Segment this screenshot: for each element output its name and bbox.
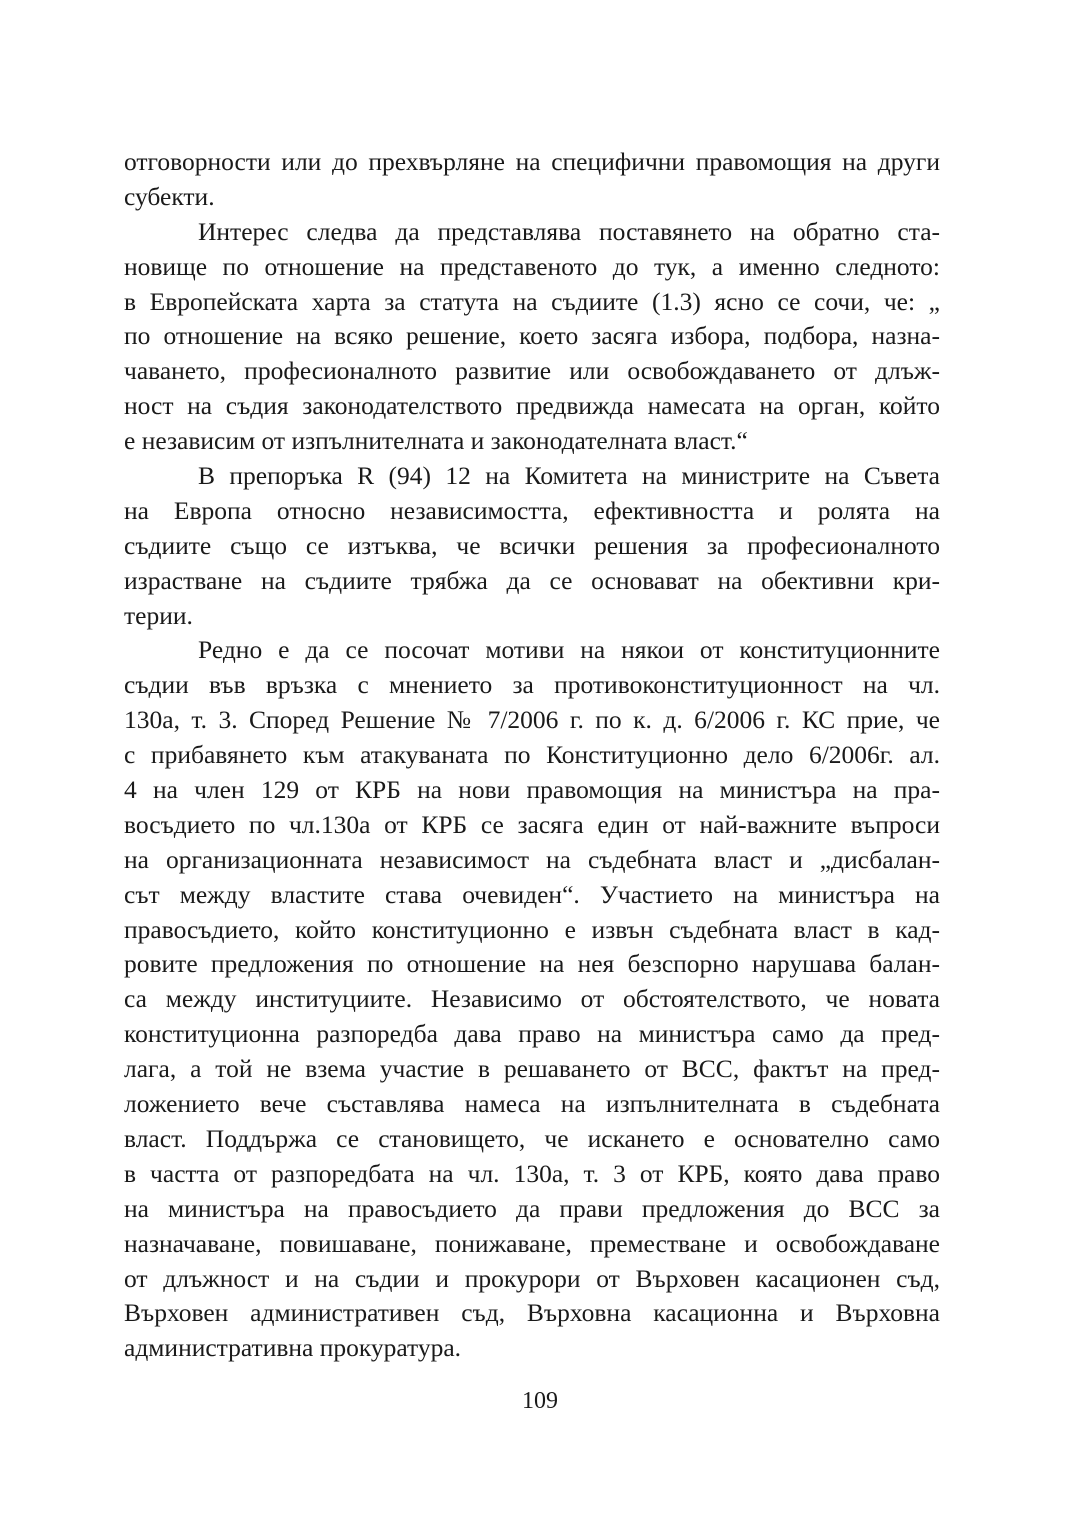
paragraph-3 bbox=[124, 459, 940, 633]
paragraph-2 bbox=[124, 215, 940, 459]
text-line: лага, а той не взема участие в решаването от ВСС, фактът на пред- bbox=[124, 1054, 940, 1084]
text-line: 4 на член 129 от КРБ на нови правомощия на министъра на пра- bbox=[124, 775, 940, 805]
text-line: на Европа относно независимостта, ефективността и ролята на bbox=[124, 495, 940, 525]
text-line: сът между властите става очевиден“. Участието на министъра на bbox=[124, 879, 940, 909]
text-line: на организационната независимост на съдебната власт и „дисбалан- bbox=[124, 844, 940, 874]
text-line: восъдието по чл.130а от КРБ се засяга един от най-важните въпроси bbox=[124, 809, 940, 839]
text-line: 130а, т. 3. Според Решение № 7/2006 г. по к. д. 6/2006 г. КС прие, че bbox=[124, 705, 940, 735]
text-line: терии. bbox=[124, 600, 193, 630]
text-line: в Европейската харта за статута на съдиите (1.3) ясно се сочи, че: „ bbox=[124, 286, 940, 316]
text-line: са между институциите. Независимо от обстоятелството, че новата bbox=[124, 984, 940, 1014]
text-line: Редно е да се посочат мотиви на някои от конституционните bbox=[198, 635, 940, 665]
text-line: е независим от изпълнителната и законодателната власт.“ bbox=[124, 426, 748, 456]
text-line: субекти. bbox=[124, 181, 215, 211]
text-line: новище по отношение на представеното до тук, а именно следното: bbox=[124, 251, 940, 281]
paragraph-1 bbox=[124, 145, 940, 215]
text-line: конституционна разпоредба дава право на министъра само да пред- bbox=[124, 1019, 940, 1049]
text-line: власт. Поддържа се становището, че искането е основателно само bbox=[124, 1123, 940, 1153]
text-line: по отношение на всяко решение, което засяга избора, подбора, назна- bbox=[124, 321, 940, 351]
text-line: ност на съдия законодателството предвижда намесата на орган, който bbox=[124, 391, 940, 421]
text-line: ложението вече съставлява намеса на изпълнителната в съдебната bbox=[124, 1089, 940, 1119]
text-line: с прибавянето към атакуваната по Конституционно дело 6/2006г. ал. bbox=[124, 740, 940, 770]
text-line: чаването, професионалното развитие или освобождаването от длъж- bbox=[124, 356, 940, 386]
text-line: В препоръка R (94) 12 на Комитета на министрите на Съвета bbox=[198, 461, 940, 491]
text-line: съдии във връзка с мнението за противоконституционност на чл. bbox=[124, 670, 940, 700]
text-line: отговорности или до прехвърляне на специфични правомощия на други bbox=[124, 147, 940, 176]
text-line: правосъдието, който конституционно е извън съдебната власт в кад- bbox=[124, 914, 940, 944]
paragraph-4 bbox=[124, 633, 940, 1366]
text-line: назначаване, повишаване, понижаване, преместване и освобождаване bbox=[124, 1228, 940, 1258]
text-line: Върховен административен съд, Върховна касационна и Върховна bbox=[124, 1298, 940, 1328]
text-line: Интерес следва да представлява поставянето на обратно ста- bbox=[198, 216, 940, 246]
page-number: 109 bbox=[522, 1388, 558, 1414]
body-text bbox=[124, 145, 940, 1366]
text-line: израстване на съдиите трябжа да се основават на обективни кри- bbox=[124, 565, 940, 595]
text-line: на министъра на правосъдието да прави предложения до ВСС за bbox=[124, 1193, 940, 1223]
text-line: в частта от разпоредбата на чл. 130а, т. 3 от КРБ, която дава право bbox=[124, 1158, 940, 1188]
text-line: съдиите също се изтъква, че всички решения за професионалното bbox=[124, 530, 940, 560]
text-line: административна прокуратура. bbox=[124, 1333, 462, 1363]
text-line: ровите предложения по отношение на нея безспорно нарушава балан- bbox=[124, 949, 940, 979]
text-line: от длъжност и на съдии и прокурори от Върховен касационен съд, bbox=[124, 1263, 940, 1293]
